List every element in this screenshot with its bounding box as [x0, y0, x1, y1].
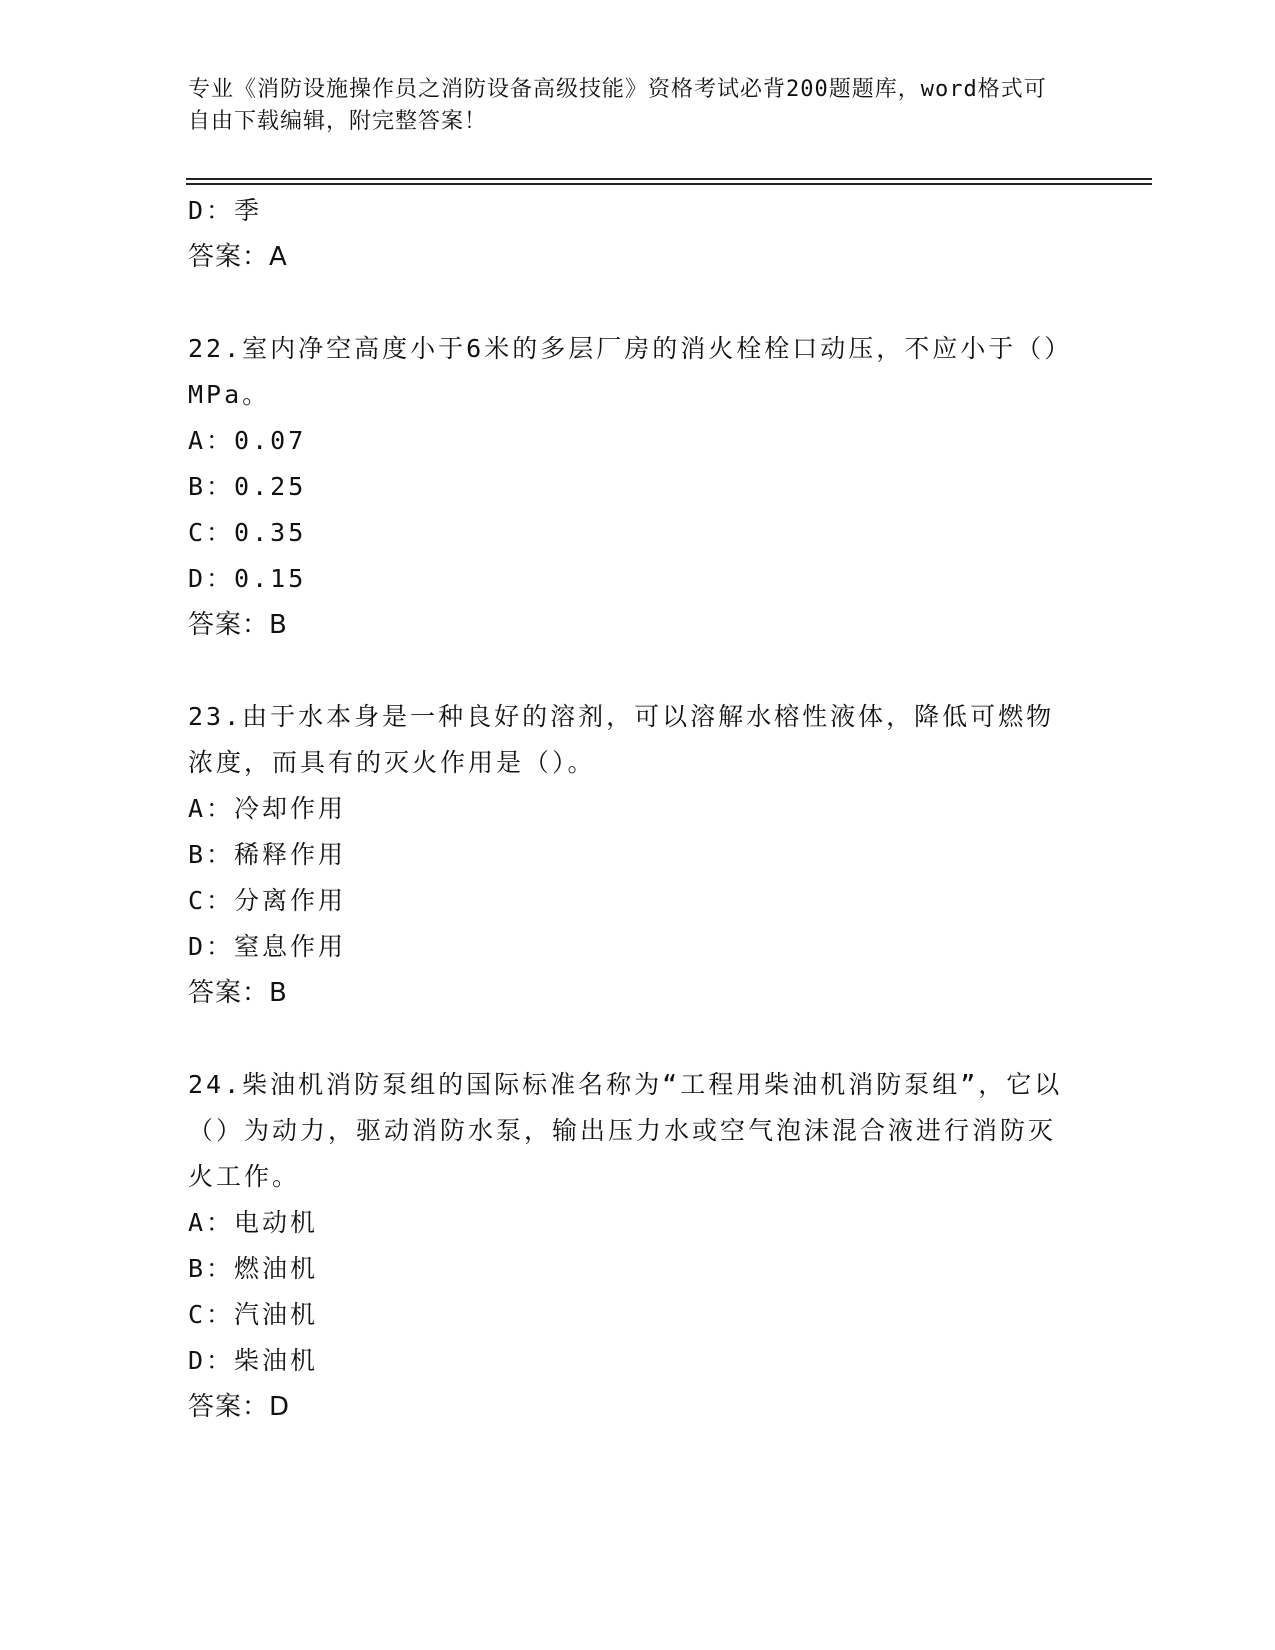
question-23 [188, 694, 1078, 1016]
header-rule-top [186, 178, 1152, 180]
option-b: B：燃油机 [188, 1254, 319, 1283]
question-24 [188, 1062, 1078, 1430]
option-a: A：电动机 [188, 1208, 319, 1237]
spacer [188, 648, 1078, 694]
option-d: D：柴油机 [188, 1346, 319, 1375]
option-c: C：0.35 [188, 518, 307, 547]
option-c: C：分离作用 [188, 886, 347, 915]
option-b: B：稀释作用 [188, 840, 347, 869]
option-b: B：0.25 [188, 472, 307, 501]
previous-option-d: D：季 [188, 196, 263, 225]
answer: 答案：B [188, 978, 288, 1008]
option-d: D：窒息作用 [188, 932, 347, 961]
question-stem: 23.由于水本身是一种良好的溶剂，可以溶解水榕性液体，降低可燃物浓度，而具有的灭火作用是（）。 [188, 702, 1055, 777]
answer: 答案：B [188, 610, 288, 640]
answer: 答案：D [188, 1392, 291, 1422]
option-a: A：冷却作用 [188, 794, 347, 823]
spacer [188, 1016, 1078, 1062]
question-22 [188, 326, 1078, 648]
question-content [188, 188, 1078, 1430]
page-header: 专业《消防设施操作员之消防设备高级技能》资格考试必背200题题库，word格式可自由下载编辑，附完整答案！ [188, 77, 1047, 134]
option-c: C：汽油机 [188, 1300, 319, 1329]
question-stem: 24.柴油机消防泵组的国际标准名称为“工程用柴油机消防泵组”，它以（）为动力，驱动消防水泵，输出压力水或空气泡沫混合液进行消防灭火工作。 [188, 1070, 1063, 1191]
previous-answer: 答案：A [188, 242, 288, 272]
question-stem: 22.室内净空高度小于6米的多层厂房的消火栓栓口动压，不应小于（）MPa。 [188, 334, 1073, 409]
option-d: D：0.15 [188, 564, 307, 593]
option-a: A：0.07 [188, 426, 307, 455]
header-rule-bottom [186, 183, 1152, 185]
spacer [188, 280, 1078, 326]
